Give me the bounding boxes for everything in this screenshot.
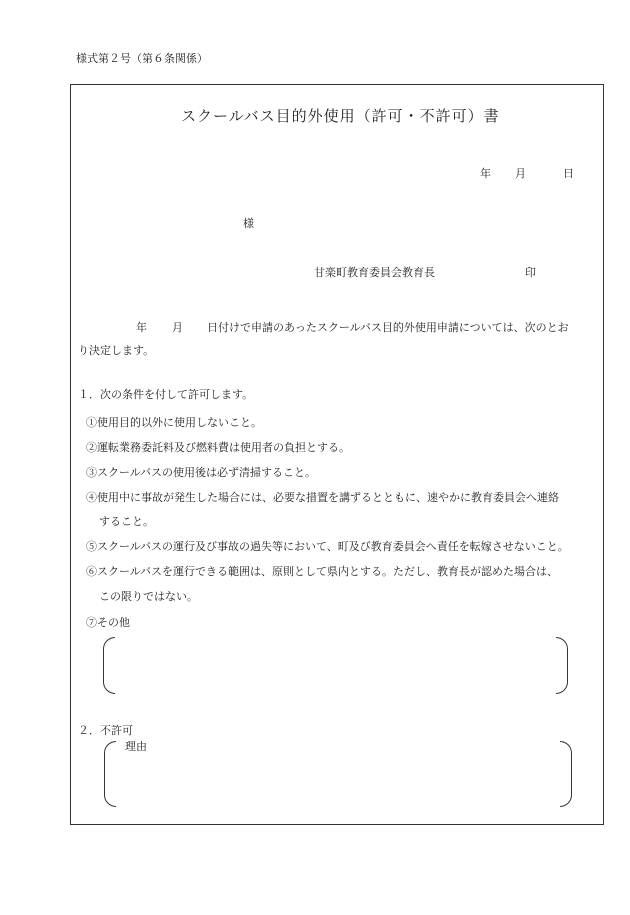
date-day-label: 日 (563, 167, 574, 180)
condition-1: ①使用目的以外に使用しないこと。 (86, 416, 262, 429)
date-year-label: 年 (480, 167, 491, 180)
intro-month-label: 月 (172, 321, 183, 334)
intro-year-label: 年 (136, 321, 147, 334)
issuer-name: 甘楽町教育委員会教育長 (314, 266, 435, 279)
addressee-suffix: 様 (243, 217, 254, 230)
condition-4-line2: すること。 (99, 515, 154, 528)
document-title: スクールバス目的外使用（許可・不許可）書 (181, 107, 500, 125)
condition-3: ③スクールバスの使用後は必ず清掃すること。 (86, 466, 317, 479)
section1-heading: １．次の条件を付して許可します。 (78, 388, 254, 401)
section2-heading: ２．不許可 (78, 724, 133, 737)
date-month-label: 月 (515, 167, 526, 180)
condition-6-line2: この限りではない。 (99, 590, 198, 603)
reason-bracket-left[interactable] (104, 741, 116, 807)
reason-label: 理由 (125, 740, 147, 753)
condition-6-line1: ⑥スクールバスを運行できる範囲は、原則として県内とする。ただし、教育長が認めた場合は、 (86, 565, 559, 578)
form-number: 様式第２号（第６条関係） (76, 52, 208, 65)
seal-mark: 印 (525, 266, 536, 279)
condition-5: ⑤スクールバスの運行及び事故の過失等において、町及び教育委員会へ責任を転嫁させないこと。 (86, 540, 569, 553)
condition-4-line1: ④使用中に事故が発生した場合には、必要な措置を講ずるとともに、速やかに教育委員会へ連絡 (86, 491, 559, 504)
other-input-bracket-right[interactable] (556, 637, 568, 694)
condition-2: ②運転業務委託料及び燃料費は使用者の負担とする。 (86, 441, 350, 454)
other-input-bracket-left[interactable] (103, 637, 115, 694)
intro-text-line1: 日付けで申請のあったスクールバス目的外使用申請については、次のとお (207, 321, 569, 334)
intro-text-line2: り決定します。 (78, 344, 155, 357)
form-frame (70, 84, 604, 825)
condition-7-other: ⑦その他 (86, 616, 130, 629)
reason-bracket-right[interactable] (560, 741, 572, 807)
